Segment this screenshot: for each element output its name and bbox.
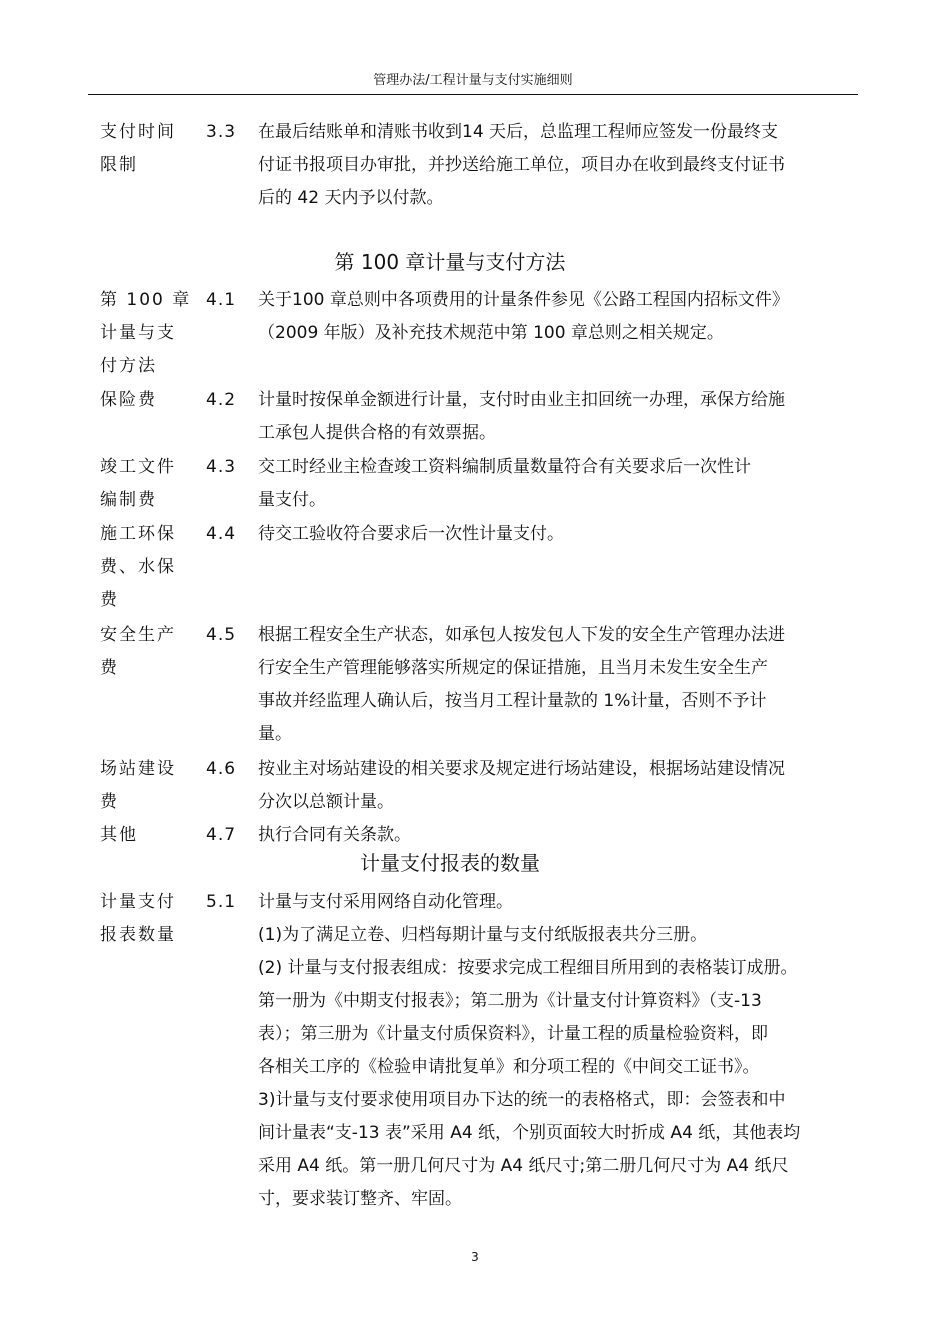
clause-number: 3.3 (206, 122, 237, 142)
clause-label-line: 限制 (100, 155, 138, 175)
clause-text (258, 284, 890, 350)
clause-number: 4.1 (206, 290, 237, 310)
clause-text-line: 各相关工序的《检验申请批复单》和分项工程的《中间交工证书》。 (258, 1057, 760, 1077)
clause-text-line: 量支付。 (258, 490, 326, 510)
clause-text-line: 执行合同有关条款。 (258, 825, 411, 845)
clause-text-line: 计量时按保单金额进行计量，支付时由业主扣回统一办理，承保方给施 (258, 390, 785, 410)
section-title-report-quantity: 计量支付报表的数量 (360, 851, 540, 875)
clause-text (258, 886, 890, 1216)
clause-label-line: 安全生产 (100, 625, 176, 645)
clause-label-line: 其他 (100, 825, 138, 845)
clause-text-line: 表）；第三册为《计量支付质保资料》，计量工程的质量检验资料，即 (258, 1024, 768, 1044)
clause-text (258, 753, 890, 819)
clause-text-line: 关于100 章总则中各项费用的计量条件参见《公路工程国内招标文件》 (258, 290, 789, 310)
clause-label-line: 计量与支 (100, 323, 176, 343)
clause-text-line: 后的 42 天内予以付款。 (258, 188, 444, 208)
clause-text (258, 384, 890, 450)
clause-label-line: 费、水保 (100, 557, 176, 577)
clause-label-line: 报表数量 (100, 925, 176, 945)
clause-text-line: 事故并经监理人确认后，按当月工程计量款的 1%计量，否则不予计 (258, 691, 767, 711)
clause-number: 5.1 (206, 892, 237, 912)
clause-label-line: 施工环保 (100, 524, 176, 544)
clause-text-line: 量。 (258, 724, 292, 744)
clause-label-line: 费 (100, 658, 119, 678)
clause-number: 4.5 (206, 625, 237, 645)
clause-text-line: 工承包人提供合格的有效票据。 (258, 423, 496, 443)
clause-text (258, 518, 890, 551)
clause-label-line: 第 100 章 (100, 290, 192, 310)
clause-number: 4.3 (206, 457, 237, 477)
clause-label (100, 451, 190, 517)
page-number: 3 (471, 1250, 479, 1264)
clause-label-line: 费 (100, 590, 119, 610)
clause-text (258, 116, 890, 215)
clause-text-line: (1)为了满足立卷、归档每期计量与支付纸版报表共分三册。 (258, 925, 708, 945)
clause-label-line: 付方法 (100, 356, 157, 376)
clause-text-line: 根据工程安全生产状态，如承包人按发包人下发的安全生产管理办法进 (258, 625, 785, 645)
clause-text-line: 行安全生产管理能够落实所规定的保证措施，且当月未发生安全生产 (258, 658, 768, 678)
clause-text-line: 分次以总额计量。 (258, 792, 394, 812)
clause-text-line: 在最后结账单和清账书收到14 天后，总监理工程师应签发一份最终支 (258, 122, 779, 142)
clause-label (100, 886, 190, 952)
clause-text (258, 451, 890, 517)
clause-label-line: 支付时间 (100, 122, 176, 142)
section-title-chapter-100: 第 100 章计量与支付方法 (334, 250, 566, 274)
clause-text-line: 交工时经业主检查竣工资料编制质量数量符合有关要求后一次性计 (258, 457, 751, 477)
header-divider (88, 94, 858, 95)
clause-label-line: 费 (100, 792, 119, 812)
clause-text-line: 按业主对场站建设的相关要求及规定进行场站建设，根据场站建设情况 (258, 759, 785, 779)
clause-text-line: （2009 年版）及补充技术规范中第 100 章总则之相关规定。 (258, 323, 724, 343)
clause-text-line: 计量与支付采用网络自动化管理。 (258, 892, 513, 912)
clause-text-line: 待交工验收符合要求后一次性计量支付。 (258, 524, 564, 544)
clause-text-line: (2) 计量与支付报表组成：按要求完成工程细目所用到的表格装订成册。 (258, 958, 798, 978)
clause-text (258, 619, 890, 751)
clause-label (100, 284, 190, 383)
clause-label-line: 竣工文件 (100, 457, 176, 477)
page-header-title: 管理办法/工程计量与支付实施细则 (373, 73, 573, 88)
clause-text-line: 3)计量与支付要求使用项目办下达的统一的表格格式，即：会签表和中 (258, 1090, 786, 1110)
clause-label (100, 384, 190, 417)
clause-number: 4.7 (206, 825, 237, 845)
clause-label-line: 保险费 (100, 390, 157, 410)
clause-label (100, 619, 190, 685)
clause-text-line: 采用 A4 纸。第一册几何尺寸为 A4 纸尺寸;第二册几何尺寸为 A4 纸尺 (258, 1156, 789, 1176)
clause-label (100, 753, 190, 819)
clause-text-line: 寸，要求装订整齐、牢固。 (258, 1189, 462, 1209)
clause-text-line: 第一册为《中期支付报表》；第二册为《计量支付计算资料》（支-13 (258, 991, 762, 1011)
clause-label-line: 编制费 (100, 490, 157, 510)
clause-text-line: 间计量表“支-13 表”采用 A4 纸，个别页面较大时折成 A4 纸，其他表均 (258, 1123, 801, 1143)
clause-label (100, 116, 190, 182)
clause-label (100, 518, 190, 617)
clause-number: 4.2 (206, 390, 237, 410)
clause-label-line: 计量支付 (100, 892, 176, 912)
clause-label-line: 场站建设 (100, 759, 176, 779)
clause-text-line: 付证书报项目办审批，并抄送给施工单位，项目办在收到最终支付证书 (258, 155, 785, 175)
clause-number: 4.6 (206, 759, 237, 779)
clause-number: 4.4 (206, 524, 237, 544)
